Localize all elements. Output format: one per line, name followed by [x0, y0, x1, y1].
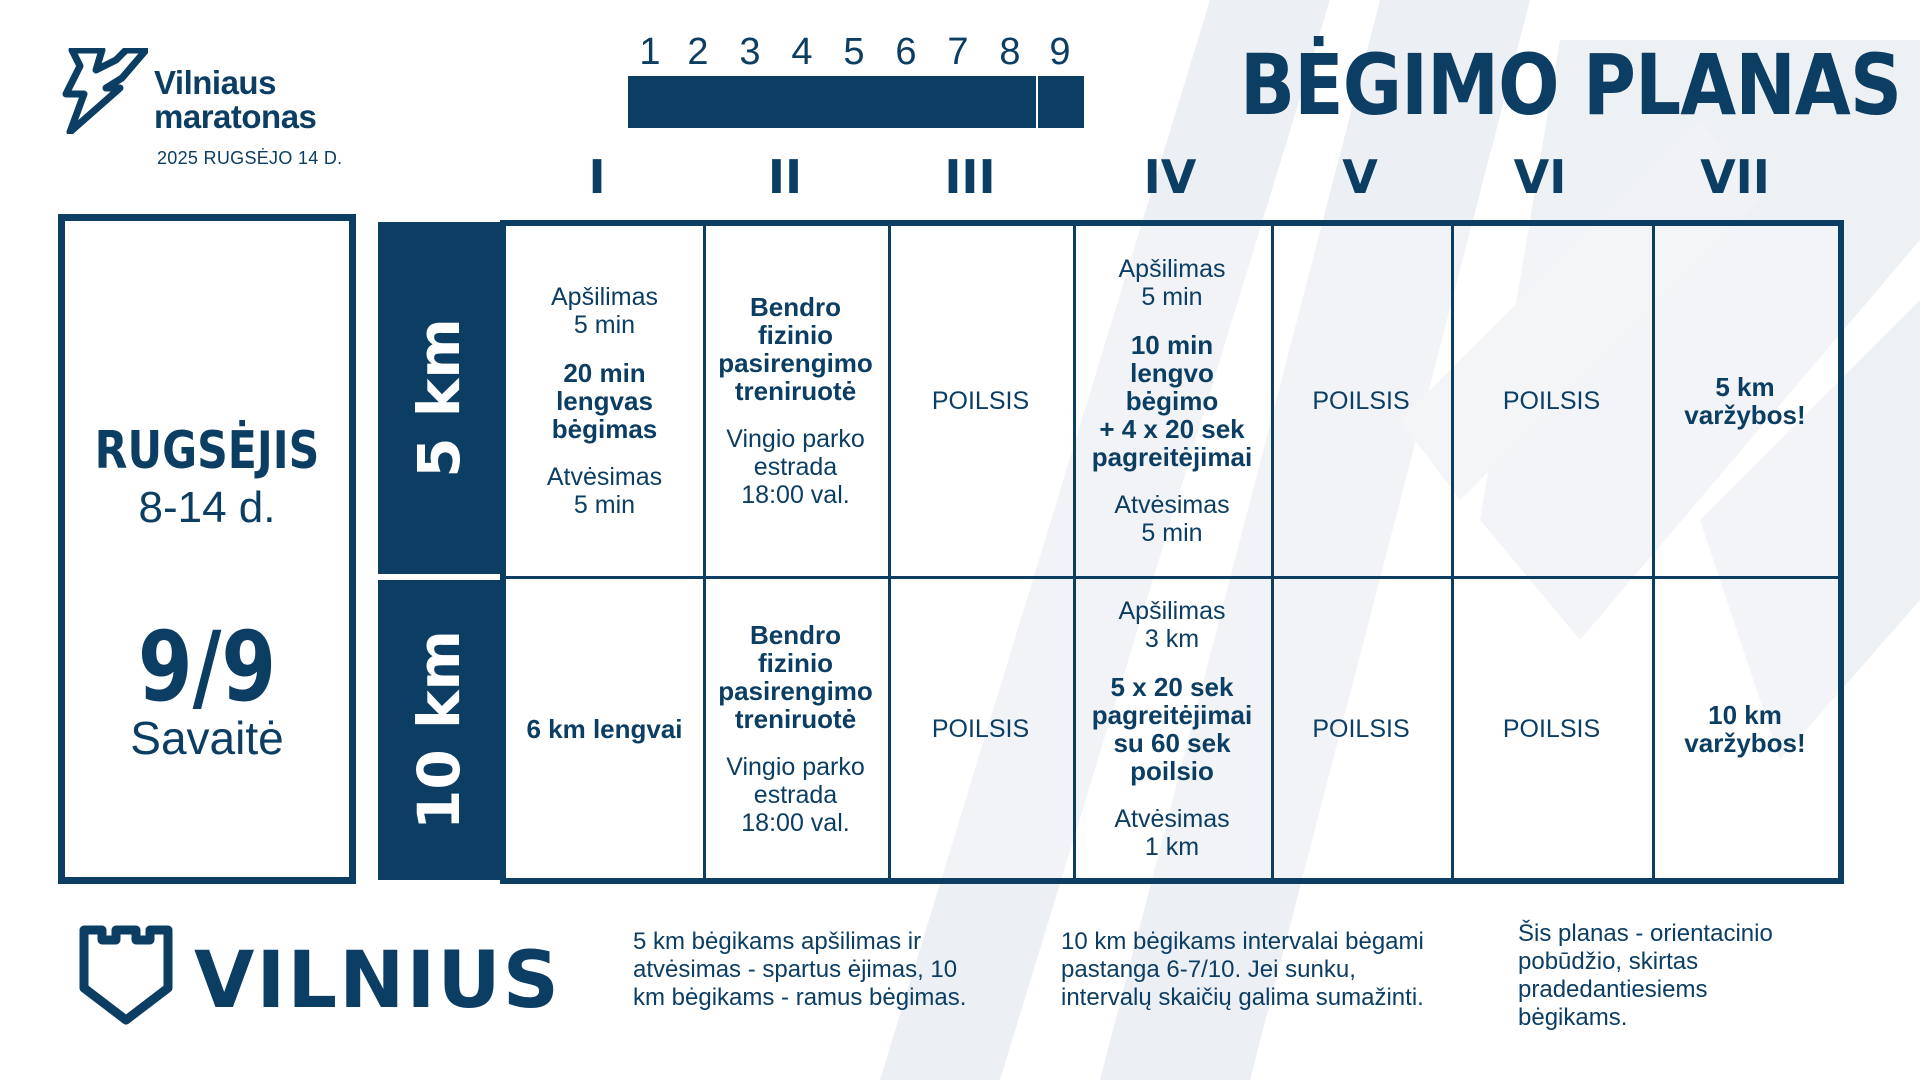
week-number-2: 2 — [687, 31, 709, 73]
plan-cell-km10-day-5 — [1271, 579, 1451, 878]
footnote-line: atvėsimas - spartus ėjimas, 10 — [633, 956, 958, 983]
cell-pre-line: Apšilimas — [1118, 596, 1226, 625]
day-header-5: V — [1342, 150, 1378, 204]
week-label: Savaitė — [130, 712, 284, 764]
cell-post-line: Vingio parko — [726, 752, 865, 781]
cell-pre-line: POILSIS — [1502, 387, 1601, 415]
cell-main-line: 5 km — [1715, 372, 1775, 402]
week-box — [58, 214, 356, 884]
plan-cell-km5-day-5 — [1271, 226, 1451, 576]
plan-cell-km10-day-6 — [1451, 579, 1652, 878]
cell-post-line: estrada — [753, 780, 838, 809]
week-number-9: 9 — [1049, 31, 1071, 73]
day-header-1: I — [588, 150, 606, 204]
event-date: 2025 RUGSĖJO 14 D. — [157, 148, 343, 168]
week-number-5: 5 — [843, 31, 865, 73]
footnote-disclaimer — [1518, 920, 1848, 1032]
cell-main-line: pasirengimo — [718, 675, 873, 706]
plan-cell-km10-day-4 — [1073, 579, 1271, 878]
footnote-line: km bėgikams - ramus bėgimas. — [633, 984, 967, 1011]
cell-post-line: estrada — [753, 453, 838, 481]
logo-line-2: maratonas — [154, 98, 317, 135]
cell-main-line: pagreitėjimai — [1091, 699, 1253, 730]
cell-main-line: 10 km — [1708, 699, 1782, 730]
day-header-3: III — [944, 150, 996, 204]
cell-main-line: + 4 x 20 sek — [1099, 414, 1245, 444]
distance-tab-10km — [378, 580, 500, 880]
cell-main-line: Bendro — [750, 292, 841, 322]
week-segment-8 — [984, 76, 1036, 128]
cell-main-line: bėgimas — [551, 414, 658, 444]
week-number-6: 6 — [895, 31, 917, 73]
page-title: BĖGIMO PLANAS — [1240, 36, 1902, 134]
cell-pre-line: 3 km — [1144, 624, 1200, 653]
cell-post-line: 5 min — [573, 491, 636, 519]
plan-cell-km10-day-3 — [888, 579, 1073, 878]
plan-cell-km5-day-6 — [1451, 226, 1652, 576]
cell-main-line: lengvas — [556, 386, 653, 416]
footnote-line: pradedantiesiems — [1518, 976, 1708, 1003]
week-segment-5 — [828, 76, 880, 128]
day-header-6: VI — [1513, 150, 1567, 204]
cell-main-line: Bendro — [750, 619, 841, 650]
week-progress — [628, 30, 1084, 130]
marathon-logo — [62, 48, 362, 178]
cell-pre-line: POILSIS — [1502, 714, 1601, 743]
cell-main-line: 6 km lengvai — [526, 713, 683, 744]
plan-cell-km5-day-3 — [888, 226, 1073, 576]
footnote-line: Šis planas - orientacinio — [1518, 920, 1773, 947]
week-segment-4 — [776, 76, 828, 128]
cell-pre-line: POILSIS — [931, 714, 1030, 743]
plan-cell-km5-day-7 — [1652, 226, 1838, 576]
cell-main-line: fizinio — [757, 320, 834, 350]
cell-post-line: Atvėsimas — [546, 463, 663, 491]
cell-pre-line: POILSIS — [1312, 387, 1410, 415]
plan-cell-km5-day-1 — [506, 226, 703, 576]
week-segment-6 — [880, 76, 932, 128]
cell-main-line: fizinio — [757, 647, 834, 678]
cell-main-line: pagreitėjimai — [1091, 442, 1253, 472]
cell-main-line: treniruotė — [734, 703, 857, 734]
cell-post-line: 18:00 val. — [741, 481, 850, 509]
castle-tower-icon — [76, 922, 176, 1028]
footnote-line: pobūdžio, skirtas — [1518, 948, 1699, 975]
date-range: 8-14 d. — [138, 483, 276, 532]
cell-main-line: 10 min — [1130, 330, 1214, 360]
cell-main-line: bėgimo — [1125, 386, 1219, 416]
cell-main-line: varžybos! — [1684, 727, 1806, 758]
cell-post-line: Atvėsimas — [1114, 491, 1230, 519]
footnote-line: bėgikams. — [1518, 1004, 1628, 1031]
cell-main-line: 20 min — [563, 358, 646, 388]
week-number-3: 3 — [739, 31, 761, 73]
footnote-intervals — [1061, 928, 1481, 1012]
lightning-bolt-icon — [62, 48, 148, 134]
day-headers — [504, 150, 1844, 206]
week-number: 9/9 — [137, 611, 277, 723]
week-segment-3 — [724, 76, 776, 128]
plan-cell-km10-day-7 — [1652, 579, 1838, 878]
cell-post-line: 1 km — [1144, 832, 1200, 861]
week-segment-2 — [672, 76, 724, 128]
logo-line-1: Vilniaus — [154, 64, 276, 101]
cell-main-line: varžybos! — [1684, 400, 1806, 430]
week-segment-9 — [1036, 76, 1084, 128]
cell-post-line: 5 min — [1141, 519, 1203, 547]
week-progress-bar — [628, 76, 1084, 128]
distance-label-10km: 10 km — [405, 630, 473, 830]
cell-post-line: Vingio parko — [726, 425, 865, 453]
month-label: RUGSĖJIS — [94, 421, 320, 481]
week-number-4: 4 — [791, 31, 813, 73]
week-number-1: 1 — [639, 31, 661, 73]
footnote-line: 10 km bėgikams intervalai bėgami — [1061, 928, 1424, 955]
footnote-warmup — [633, 928, 1023, 1012]
cell-pre-line: 5 min — [1141, 283, 1203, 311]
plan-cell-km5-day-2 — [703, 226, 888, 576]
logo-wordmark — [154, 66, 316, 134]
week-numbers — [628, 30, 1084, 74]
footnote-line: pastanga 6-7/10. Jei sunku, — [1061, 956, 1356, 983]
plan-cell-km10-day-2 — [703, 579, 888, 878]
cell-main-line: pasirengimo — [718, 348, 873, 378]
cell-main-line: treniruotė — [734, 376, 857, 406]
cell-post-line: Atvėsimas — [1114, 804, 1230, 833]
cell-pre-line: POILSIS — [1312, 714, 1410, 743]
plan-cell-km10-day-1 — [506, 579, 703, 878]
plan-grid — [500, 220, 1844, 884]
cell-main-line: lengvo — [1130, 358, 1214, 388]
cell-pre-line: Apšilimas — [551, 283, 658, 311]
footnote-line: 5 km bėgikams apšilimas ir — [633, 928, 922, 955]
day-header-4: IV — [1143, 150, 1197, 204]
week-segment-1 — [628, 76, 672, 128]
cell-post-line: 18:00 val. — [741, 808, 850, 837]
cell-pre-line: Apšilimas — [1118, 255, 1226, 283]
plan-cell-km5-day-4 — [1073, 226, 1271, 576]
week-number-8: 8 — [999, 31, 1021, 73]
cell-main-line: poilsio — [1130, 755, 1214, 786]
distance-tab-5km — [378, 222, 500, 574]
vilnius-logo — [76, 922, 576, 1032]
day-header-7: VII — [1700, 150, 1770, 204]
day-header-2: II — [767, 150, 803, 204]
city-name: VILNIUS — [194, 936, 561, 1026]
distance-label-5km: 5 km — [405, 318, 473, 478]
cell-pre-line: 5 min — [573, 311, 636, 339]
cell-main-line: 5 x 20 sek — [1110, 671, 1234, 702]
week-number-7: 7 — [947, 31, 969, 73]
cell-main-line: su 60 sek — [1113, 727, 1231, 758]
footnote-line: intervalų skaičių galima sumažinti. — [1061, 984, 1424, 1011]
week-segment-7 — [932, 76, 984, 128]
cell-pre-line: POILSIS — [931, 387, 1030, 415]
